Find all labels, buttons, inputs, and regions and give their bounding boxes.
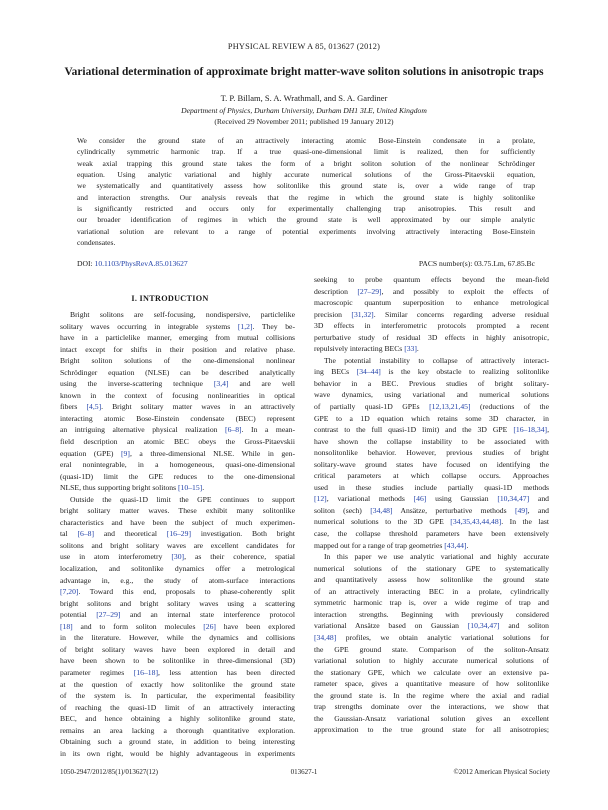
right-column	[314, 274, 549, 736]
text-line: characteristics and have been the subject of much experimen-	[60, 517, 295, 527]
journal-header: PHYSICAL REVIEW A 85, 013627 (2012)	[227, 42, 381, 51]
text-line: Obtaining such a ground state, in addition to being interesting	[60, 737, 295, 747]
text-line: ing BECs [34–44] is the key obstacle to realizing solitonlike	[314, 367, 549, 377]
text-line: precision [31,32]. Similar concerns regarding adverse residual	[314, 309, 549, 319]
text-line: GPE to a 1D equation which retains some 3D character, in	[314, 413, 549, 423]
text-line: the stationary GPE, which we calculate over an extensive pa-	[314, 667, 549, 677]
doi-label: DOI:	[77, 259, 95, 268]
text-line: wave dynamics, using variational and numerical solutions	[314, 390, 549, 400]
text-line: NLSE, thus supporting bright solitons [10–15].	[60, 483, 205, 493]
abstract-line: condensates.	[77, 238, 116, 248]
doi-line	[77, 259, 188, 268]
text-line: perturbative study of residual 3D effects in highly anisotropic,	[314, 332, 549, 342]
text-line: (quasi-1D) limit the GPE reduces to the one-dimensional	[60, 471, 295, 481]
text-line: known in the context of focusing nonlinearities in optical	[60, 390, 295, 400]
text-line: have shown the collapse instability to be associated with	[314, 436, 549, 446]
abstract-line: We consider the ground state of an attractively interacting atomic Bose-Einstein condensate in a prolate,	[77, 136, 535, 145]
text-line: critical parameters at which collapse occurs. Approaches	[314, 471, 549, 481]
text-line: [7,20]. Toward this end, proposals to phase-coherently split	[60, 587, 295, 597]
text-line: have been shown to be solitonlike in three-dimensional (3D)	[60, 656, 295, 666]
text-line: contrast to the full quasi-1D limit) and the 3D GPE [16–18,34],	[314, 425, 549, 435]
text-line: nonsolitonlike behavior. However, previous studies of bright	[314, 448, 549, 458]
text-line: case, the collapse threshold parameters have been extensively	[314, 529, 549, 539]
text-line: [12], variational methods [46] using Gaussian [10,34,47] and	[314, 494, 549, 504]
doi-link[interactable]: 10.1103/PhysRevA.85.013627	[94, 259, 188, 268]
abstract-line: our broader identification of regimes in which the ground state is well approximated by our simple analytic	[77, 215, 535, 225]
text-line: interacting atomic Bose-Einstein condensate (BEC) represent	[60, 413, 295, 423]
left-column	[60, 309, 295, 759]
text-line: numerical solutions to the 3D GPE [34,35,43,44,48]. In the last	[314, 517, 549, 527]
abstract-line: variational solution are relevant to a range of potential experiments involving attractively interacting Bose-Einstein	[77, 226, 535, 236]
text-line: In this paper we use analytic variational and highly accurate	[324, 552, 549, 562]
text-line: localization, and solitonlike dynamics offer a metrological	[60, 564, 295, 574]
text-line: symmetric harmonic trap is, over a wide regime of trap and	[314, 598, 549, 608]
text-line: in its own right, would be highly advantageous in experiments	[60, 748, 295, 758]
text-line: Bright solitons are self-focusing, nondispersive, particlelike	[70, 310, 295, 319]
abstract-line: weak axial trapping this ground state takes the form of a bright soliton solution of the nonlinear Schrödinger	[77, 158, 535, 168]
abstract	[77, 135, 535, 248]
text-line: BEC, and hence obtaining a highly solitonlike ground state,	[60, 714, 295, 724]
text-line: [34,48] profiles, we obtain analytic variational solutions for	[314, 632, 549, 642]
text-line: the GPE ground state. Comparison of the soliton-Ansatz	[314, 644, 549, 654]
text-line: an intriguing alternative physical realization [6–8]. In a mean-	[60, 425, 295, 435]
text-line: approximation to the true ground state for all anisotropies;	[314, 725, 549, 735]
text-line: variational Ansätze based on Gaussian [10,34,47] and soliton	[314, 621, 549, 631]
text-line: variational solution to highly accurate numerical solutions of	[314, 656, 549, 666]
text-line: of an attractively interacting BEC in a prolate, cylindrically	[314, 586, 549, 596]
text-line: of partially quasi-1D GPEs [12,13,21,45] (reductions of the	[314, 402, 549, 412]
text-line: interaction strengths. Beginning with previously considered	[314, 609, 549, 619]
section-heading: I. INTRODUCTION	[131, 294, 209, 303]
text-line: potential [27–29] and an internal state interference protocol	[60, 610, 295, 620]
abstract-line: we systematically and quantitatively assess how solitonlike this ground state is, over a wide range of trap	[77, 181, 535, 191]
text-line: of bright solitary waves have been explored in detail and	[60, 644, 295, 654]
text-line: advantage in, e.g., the study of atom-surface interactions	[60, 575, 295, 585]
text-line: trap strengths dominate over the interactions, we show that	[314, 702, 549, 712]
text-line: The potential instability to collapse of attractively interact-	[324, 355, 549, 365]
copyright: ©2012 American Physical Society	[453, 768, 550, 776]
abstract-line: equation. Using analytic variational and highly accurate numerical solutions of the Gross-Pitaevskii equation,	[77, 170, 535, 180]
text-line: numerical solutions of the stationary GPE to systematically	[314, 563, 549, 573]
affiliation: Department of Physics, Durham University, Durham DH1 3LE, United Kingdom	[181, 106, 427, 115]
text-line: Outside the quasi-1D limit the GPE continues to support	[70, 494, 295, 504]
text-line: fibers [4,5]. Bright solitary matter waves in an attractively	[60, 402, 295, 412]
text-line: solitary waves occurring in integrable systems [1,2]. They be-	[60, 321, 295, 331]
author-list: T. P. Billam, S. A. Wrathmall, and S. A. Gardiner	[220, 93, 388, 103]
abstract-line: and interaction strengths. Our analysis reveals that the regime in which the ground state is highly solitonlike	[77, 192, 535, 202]
text-line: eral nonintegrable, in a homogeneous, quasi-one-dimensional	[60, 460, 295, 470]
text-line: parameter regimes [16–18], less attention has been directed	[60, 667, 295, 677]
received-date: (Received 29 November 2011; published 19 January 2012)	[214, 117, 394, 126]
text-line: bright solitary matter waves. These exhibit many solitonlike	[60, 506, 295, 516]
text-line: at the question of exactly how solitonlike the ground state	[60, 679, 295, 689]
text-line: remains an area lacking a thorough quantitative exploration.	[60, 725, 295, 735]
text-line: Schrödinger equation (NLSE) can be described analytically	[60, 367, 295, 377]
text-line: macroscopic quantum superposition to enhance metrological	[314, 298, 549, 308]
text-line: have in a particlelike manner, emerging from mutual collisions	[60, 333, 295, 343]
text-line: the ground state is. In the regime where the axial and radial	[314, 690, 549, 700]
text-line: and quantitatively assess how solitonlike the ground state	[314, 575, 549, 585]
text-line: equation (GPE) [9], a three-dimensional NLSE. While in gen-	[60, 448, 295, 458]
text-line: soliton (sech) [34,48] Ansätze, perturbative methods [49], and	[314, 505, 549, 515]
abstract-line: cylindrically symmetric harmonic trap. If a true quasi-one-dimensional limit is realized, then for sufficiently	[77, 147, 535, 157]
abstract-line: is significantly restricted and occurs only for experimentally challenging trap anisotropies. This result and	[77, 204, 535, 214]
paper-title: Variational determination of approximate bright matter-wave soliton solutions in anisotropic traps	[64, 66, 544, 78]
text-line: using the inverse-scattering technique [3,4] and are well	[60, 379, 295, 389]
text-line: rameter space, gives a quantitative measure of how solitonlike	[314, 679, 549, 689]
text-line: field description an atomic BEC obeys the Gross-Pitaevskii	[60, 437, 295, 447]
text-line: repulsively interacting BECs [33].	[314, 344, 419, 354]
text-line: of the system is. In particular, the experimental feasibility	[60, 691, 295, 701]
text-line: description [27–29], and possibly to exploit the effects of	[314, 286, 549, 296]
page-number: 013627-1	[290, 768, 318, 776]
text-line: of reaching the quasi-1D limit of an attractively interacting	[60, 702, 295, 712]
text-line: solitary-wave ground states have focused on identifying the	[314, 459, 549, 469]
text-line: tal [6–8] and theoretical [16–29] investigation. Both bright	[60, 529, 295, 539]
text-line: the Gaussian-Ansatz variational solution gives an excellent	[314, 713, 549, 723]
text-line: use in atom interferometry [30], as their coherence, spatial	[60, 552, 295, 562]
text-line: 3D effects in interferometric protocols prompted a recent	[314, 321, 549, 331]
text-line: intact except for shifts in their position and relative phase.	[60, 344, 295, 354]
text-line: Bright soliton solutions of the one-dimensional nonlinear	[60, 356, 295, 366]
text-line: in the literature. However, while the dynamics and collisions	[60, 633, 295, 643]
text-line: mapped out for a range of trap geometries [43,44].	[314, 540, 469, 550]
text-line: [18] and to form soliton molecules [26] have been explored	[60, 621, 295, 631]
footer-issn: 1050-2947/2012/85(1)/013627(12)	[60, 768, 158, 776]
text-line: seeking to probe quantum effects beyond the mean-field	[314, 275, 549, 284]
text-line: used in these studies include partially quasi-1D methods	[314, 482, 549, 492]
text-line: behavior in a BEC. Previous studies of bright solitary-	[314, 378, 549, 388]
text-line: bright solitons and bright solitary waves using a scattering	[60, 598, 295, 608]
text-line: solitons and bright solitary waves are excellent candidates for	[60, 540, 295, 550]
pacs-numbers: PACS number(s): 03.75.Lm, 67.85.Bc	[418, 259, 535, 268]
